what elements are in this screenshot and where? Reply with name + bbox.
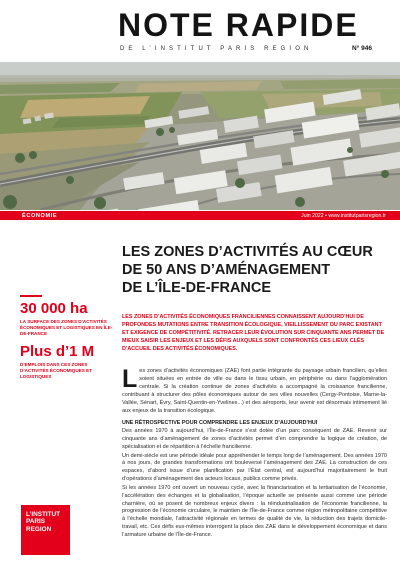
publication-date-website: Juin 2022 • www.institutparisregion.fr (301, 212, 386, 219)
institut-logo (21, 505, 70, 555)
article-paragraph: Un demi-siècle est une période idéale pour appréhender le temps long de l’aménagement. Des années 1970 à nos jours, de grandes transformations ont bouleversé l’aménagement des ZAE. La construction de ces espaces, d’abord issue d’une planification par l’État central, est aujourd’hui majoritairement le fruit d’opérations d’aménagement des acteurs locaux, publics comme privés. (122, 452, 387, 483)
logo-line: L’INSTITUT (26, 511, 61, 518)
issue-number: N° 946 (352, 45, 372, 52)
key-figure-value: Plus d’1 M (20, 342, 95, 360)
article-title-line: LES ZONES D’ACTIVITÉS AU CŒUR (122, 244, 373, 260)
key-figure-label: D’EMPLOIS DANS CES ZONES D’ACTIVITÉS ÉCONOMIQUES ET LOGISTIQUES (20, 361, 92, 379)
key-figure (20, 300, 116, 337)
drop-cap: L (122, 368, 138, 393)
key-figure-value: 30 000 ha (20, 299, 88, 317)
article-paragraph: Si les années 1970 ont ouvert un nouveau cycle, avec la financiarisation et la tertiarisation de l’économie, l’accélération des échanges et la globalisation, l’époque actuelle se présente aussi comme une période charnière, où se posent de nombreux enjeux divers : la réindustrialisation de l’économie francilienne, la progression de l’économie circulaire, le maintien de l’Île-de-France comme région métropolitaine compétitive à l’échelle mondiale, l’attractivité régionale en termes de qualité de vie, la réduction des trajets domicile-travail, etc. Ces défis eux-mêmes interrogent la place des ZAE dans le développement économique et dans l’armature urbaine de l’Île-de-France. (122, 484, 387, 539)
article-title (122, 243, 392, 297)
article-body (122, 368, 387, 565)
article-intro-text: es zones d’activités économiques (ZAE) font partie intégrante du paysage urbain francilien, qu’elles soient situées en entrée de ville ou dans le tissu urbain, en périphérie ou dans l’agglomération centrale. Si la création continue de zones d’activités a accompagné la croissance francilienne, contribuant à structurer des pôles économiques autour de ses villes nouvelles (Cergy-Pontoise, Marne-la-Vallée, Sénart, Évry, Saint-Quentin-en-Yvelines...) et des aéroports, leur avenir est désormais intimement lié aux enjeux de la transition écologique. (122, 368, 387, 414)
section-subheading: UNE RÉTROSPECTIVE POUR COMPRENDRE LES ENJEUX D’AUJOURD’HUI (122, 420, 318, 427)
key-figures (20, 295, 116, 380)
article-lead: LES ZONES D’ACTIVITÉS ÉCONOMIQUES FRANCILIENNES CONNAISSENT AUJOURD’HUI DE PROFONDES MUTATIONS ENTRE TRANSITION ÉCOLOGIQUE, VIEILLISSEMENT DU PARC EXISTANT ET EXIGENCE DE COMPÉTITIVITÉ. RETRACER LEUR ÉVOLUTION SUR CINQUANTE ANS PERMET DE MIEUX SAISIR LES ENJEUX ET LES DÉFIS AUXQUELS SONT CONFRONTÉS CES LIEUX CLÉS D’ACCUEIL DES ACTIVITÉS ÉCONOMIQUES. (122, 314, 385, 352)
section-banner (0, 211, 400, 220)
publication-title: NOTE RAPIDE (118, 7, 359, 43)
publication-subtitle: DE L’INSTITUT PARIS REGION (120, 46, 313, 52)
logo-line: PARIS (26, 518, 46, 526)
article-paragraph: Des années 1970 à aujourd’hui, l’Île-de-France s’est dotée d’un parc conséquent de ZAE. Revenir sur cinquante ans d’aménagement de zones d’activités permet d’en comprendre la logique de création, de spécialisation et de répartition à l’échelle francilienne. (122, 428, 387, 451)
cover-aerial-photo (0, 62, 400, 210)
article-title-line: DE L’ÎLE-DE-FRANCE (122, 280, 272, 296)
key-figure-label: LA SURFACE DES ZONES D’ACTIVITÉS ÉCONOMIQUES ET LOGISTIQUES EN ÎLE-DE-FRANCE (20, 318, 113, 336)
key-figure (20, 343, 116, 380)
article-intro (122, 368, 387, 415)
section-label: ÉCONOMIE (22, 212, 58, 219)
logo-line: REGION (26, 525, 52, 533)
article-title-line: DE 50 ANS D’AMÉNAGEMENT (122, 262, 331, 278)
accent-rule (20, 295, 42, 297)
